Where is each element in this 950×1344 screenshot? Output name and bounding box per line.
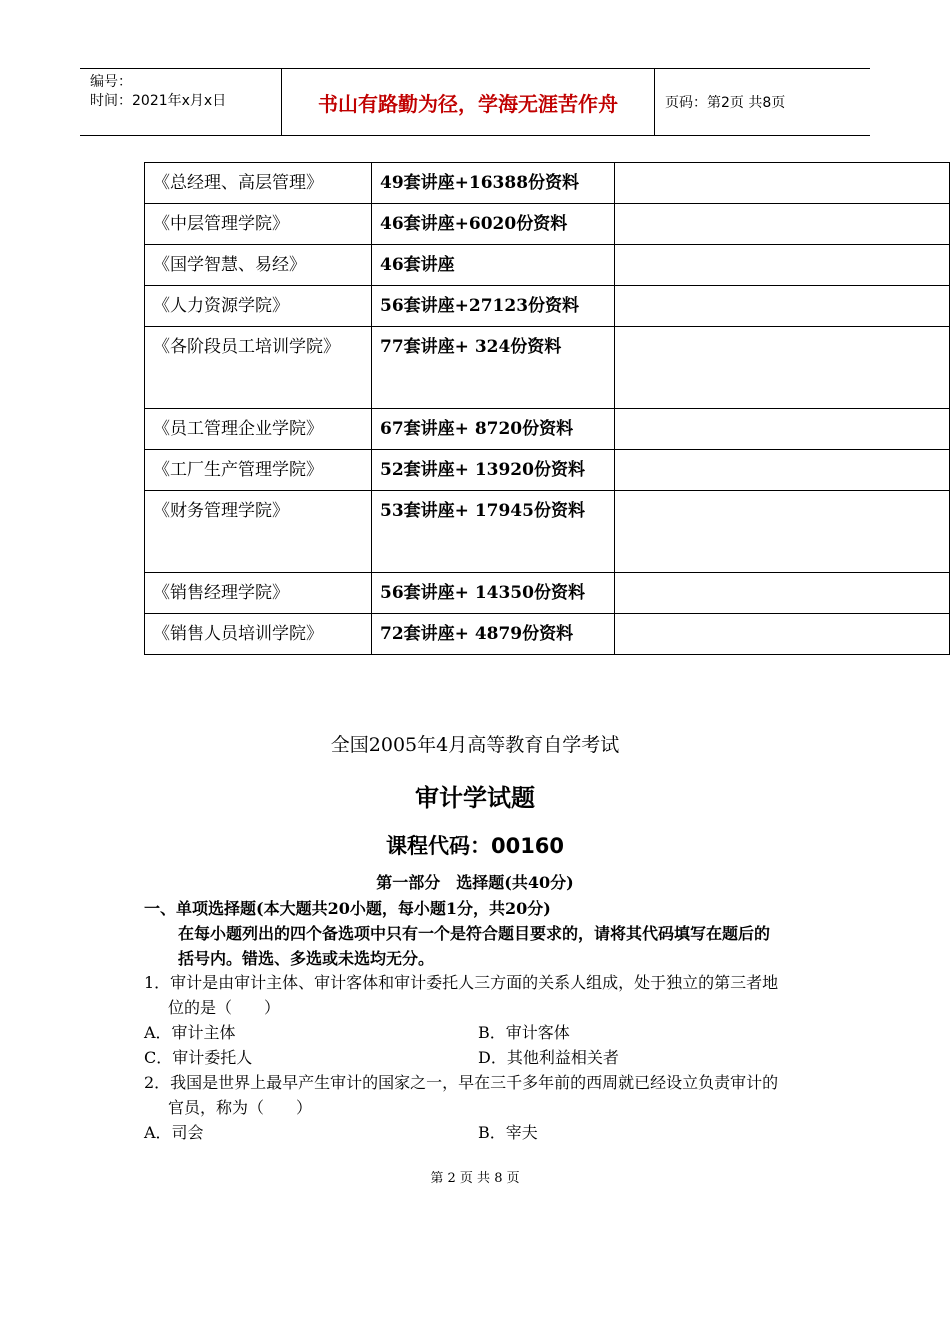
table-row [145,573,950,614]
resource-content-cell: 53套讲座+ 17945份资料 [372,491,615,573]
exam-title: 审计学试题 [415,784,535,812]
resource-name-cell: 《人力资源学院》 [145,286,372,327]
resource-extra-cell [615,491,950,573]
resource-extra-cell [615,163,950,204]
question-2-line-1: 2．我国是世界上最早产生审计的国家之一，早在三千多年前的西周就已经设立负责审计的 [144,1073,779,1092]
resource-name-cell: 《国学智慧、易经》 [145,245,372,286]
resource-extra-cell [615,614,950,655]
question-2-option-a: A．司会 [144,1123,204,1142]
table-row [145,614,950,655]
question-2-line-2: 官员，称为（ ） [168,1098,313,1117]
resource-table [144,162,950,655]
resource-name-cell: 《员工管理企业学院》 [145,409,372,450]
table-row [145,204,950,245]
table-row [145,450,950,491]
table-row [145,245,950,286]
resource-extra-cell [615,409,950,450]
resource-content-cell: 49套讲座+16388份资料 [372,163,615,204]
header-motto: 书山有路勤为径，学海无涯苦作舟 [282,69,655,135]
resource-name-cell: 《工厂生产管理学院》 [145,450,372,491]
resource-name-cell: 《总经理、高层管理》 [145,163,372,204]
resource-extra-cell [615,573,950,614]
table-row [145,409,950,450]
resource-extra-cell [615,327,950,409]
resource-extra-cell [615,245,950,286]
number-label: 编号： [90,74,132,90]
time-label: 时间：2021年x月x日 [90,93,227,109]
table-row [145,163,950,204]
question-1-line-2: 位的是（ ） [168,998,281,1017]
resource-name-cell: 《销售经理学院》 [145,573,372,614]
instruction-line-1: 在每小题列出的四个备选项中只有一个是符合题目要求的，请将其代码填写在题后的 [178,924,771,943]
resource-name-cell: 《财务管理学院》 [145,491,372,573]
question-1-option-c: C．审计委托人 [144,1048,253,1067]
question-1-option-d: D．其他利益相关者 [478,1048,619,1067]
resource-extra-cell [615,204,950,245]
header-meta [80,69,282,135]
resource-content-cell: 46套讲座+6020份资料 [372,204,615,245]
resource-content-cell: 56套讲座+ 14350份资料 [372,573,615,614]
question-1-option-a: A．审计主体 [144,1023,236,1042]
resource-content-cell: 52套讲座+ 13920份资料 [372,450,615,491]
resource-name-cell: 《销售人员培训学院》 [145,614,372,655]
section-heading: 一、单项选择题(本大题共20小题，每小题1分，共20分) [144,899,551,918]
resource-content-cell: 77套讲座+ 324份资料 [372,327,615,409]
resource-name-cell: 《中层管理学院》 [145,204,372,245]
resource-name-cell: 《各阶段员工培训学院》 [145,327,372,409]
resource-content-cell: 67套讲座+ 8720份资料 [372,409,615,450]
question-1-line-1: 1．审计是由审计主体、审计客体和审计委托人三方面的关系人组成，处于独立的第三者地 [144,973,779,992]
resource-content-cell: 72套讲座+ 4879份资料 [372,614,615,655]
instruction-line-2: 括号内。错选、多选或未选均无分。 [178,949,435,968]
part-heading: 第一部分 选择题(共40分) [376,873,574,892]
resource-content-cell: 46套讲座 [372,245,615,286]
resource-extra-cell [615,450,950,491]
header-page-info: 页码：第2页 共8页 [665,95,786,111]
resource-content-cell: 56套讲座+27123份资料 [372,286,615,327]
exam-heading: 全国2005年4月高等教育自学考试 [330,734,620,756]
page-footer: 第 2 页 共 8 页 [430,1171,520,1186]
page-header [80,68,870,136]
course-code: 课程代码：00160 [385,834,565,858]
resource-extra-cell [615,286,950,327]
question-1-option-b: B．审计客体 [478,1023,570,1042]
table-row [145,286,950,327]
question-2-option-b: B．宰夫 [478,1123,538,1142]
table-row [145,327,950,409]
table-row [145,491,950,573]
